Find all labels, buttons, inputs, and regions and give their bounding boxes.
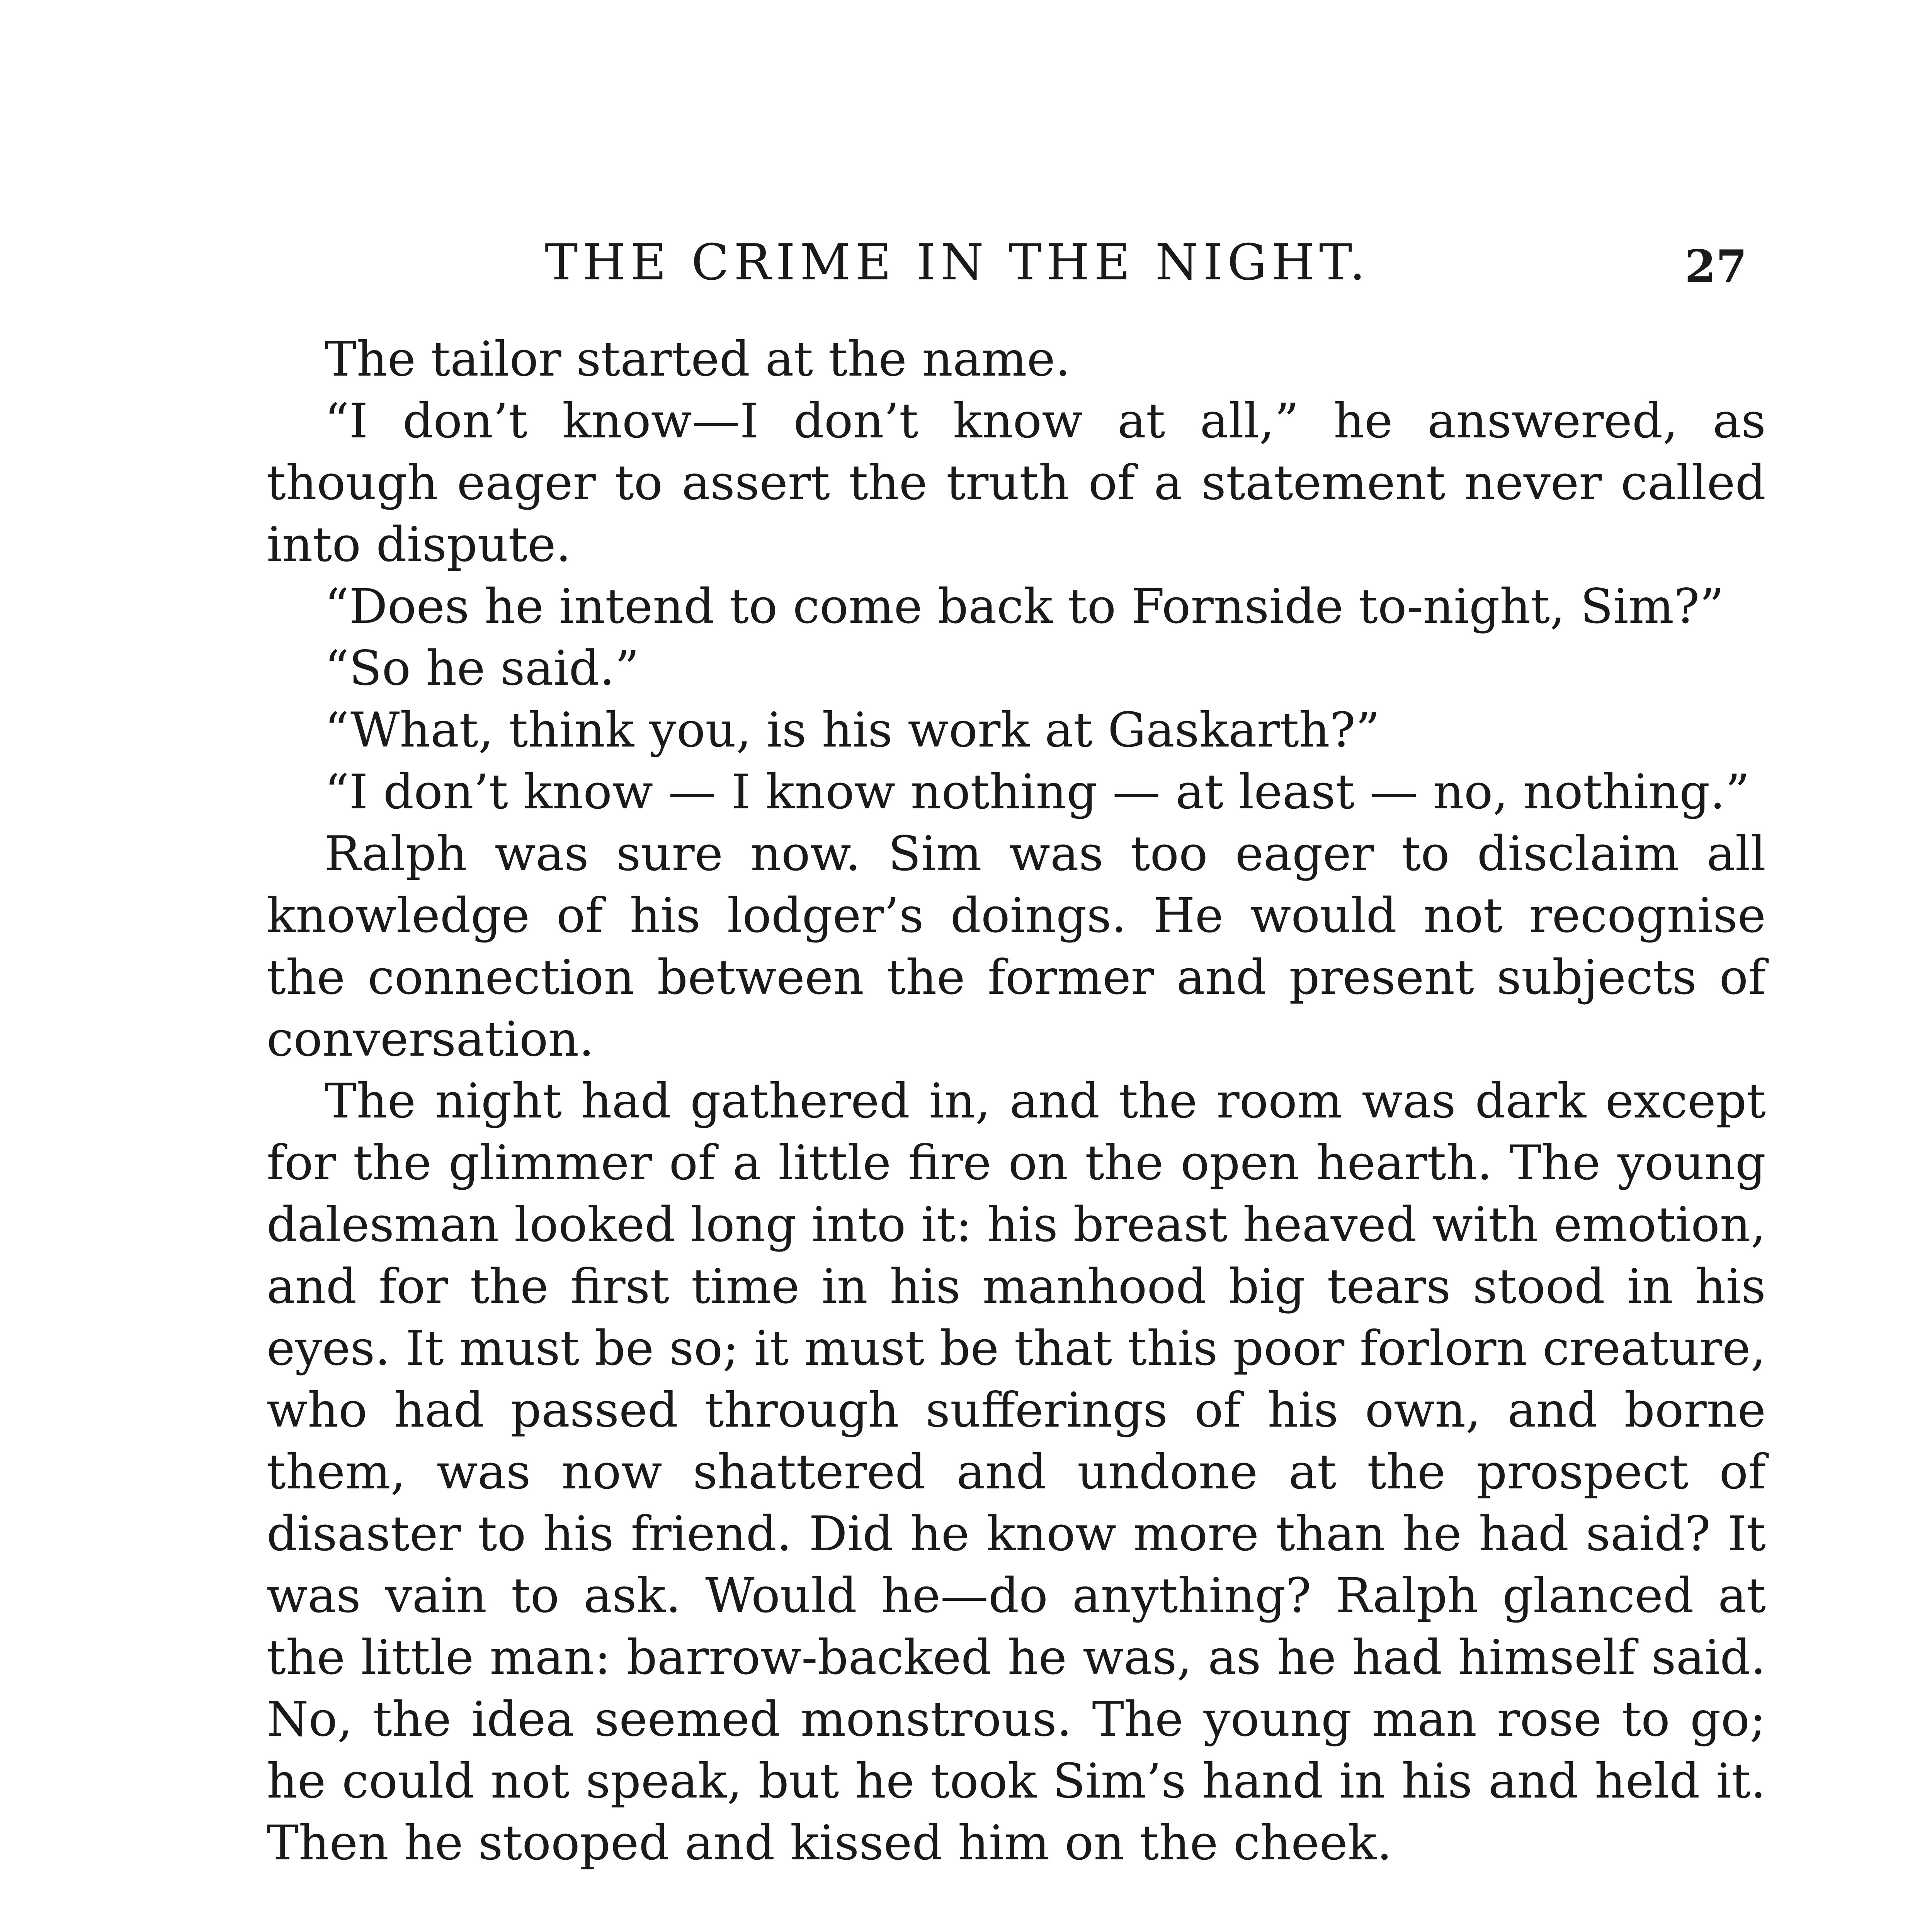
- body-text: [267, 328, 1766, 1932]
- paragraph: “What, think you, is his work at Gaskarth?”: [325, 702, 1380, 758]
- paragraph: The tailor started at the name.: [325, 332, 1071, 387]
- paragraph: “Does he intend to come back to Fornside to-night, Sim?”: [325, 579, 1724, 634]
- paragraph: The night had gathered in, and the room was dark except for the glimmer of a little fire on the open hearth. The young dalesman looked long into it: his breast heaved with emotion, and for the first time in his manhood big tears stood in his eyes. It must be so; it must be that this poor forlorn creature, who had passed through sufferings of his own, and borne them, was now shattered and undone at the prospect of disaster to his friend. Did he know more than he had said? It was vain to ask. Would he—do anything? Ralph glanced at the little man: barrow-backed he was, as he had himself said. No, the idea seemed monstrous. The young man rose to go; he could not speak, but he took Sim’s hand in his and held it. Then he stooped and kissed him on the cheek.: [267, 1073, 1766, 1871]
- running-head: [0, 232, 1932, 294]
- page-number: 27: [1685, 240, 1747, 293]
- paragraph: “I don’t know—I don’t know at all,” he answered, as though eager to assert the truth of a statement never called into dispute.: [267, 393, 1766, 573]
- running-title: THE CRIME IN THE NIGHT.: [545, 234, 1370, 291]
- paragraph: Ralph was sure now. Sim was too eager to disclaim all knowledge of his lodger’s doings. He would not recognise the connection between the former and present subjects of conversation.: [267, 826, 1766, 1067]
- paragraph: “So he said.”: [325, 641, 639, 696]
- paragraph: “I don’t know — I know nothing — at least — no, nothing.”: [325, 764, 1750, 820]
